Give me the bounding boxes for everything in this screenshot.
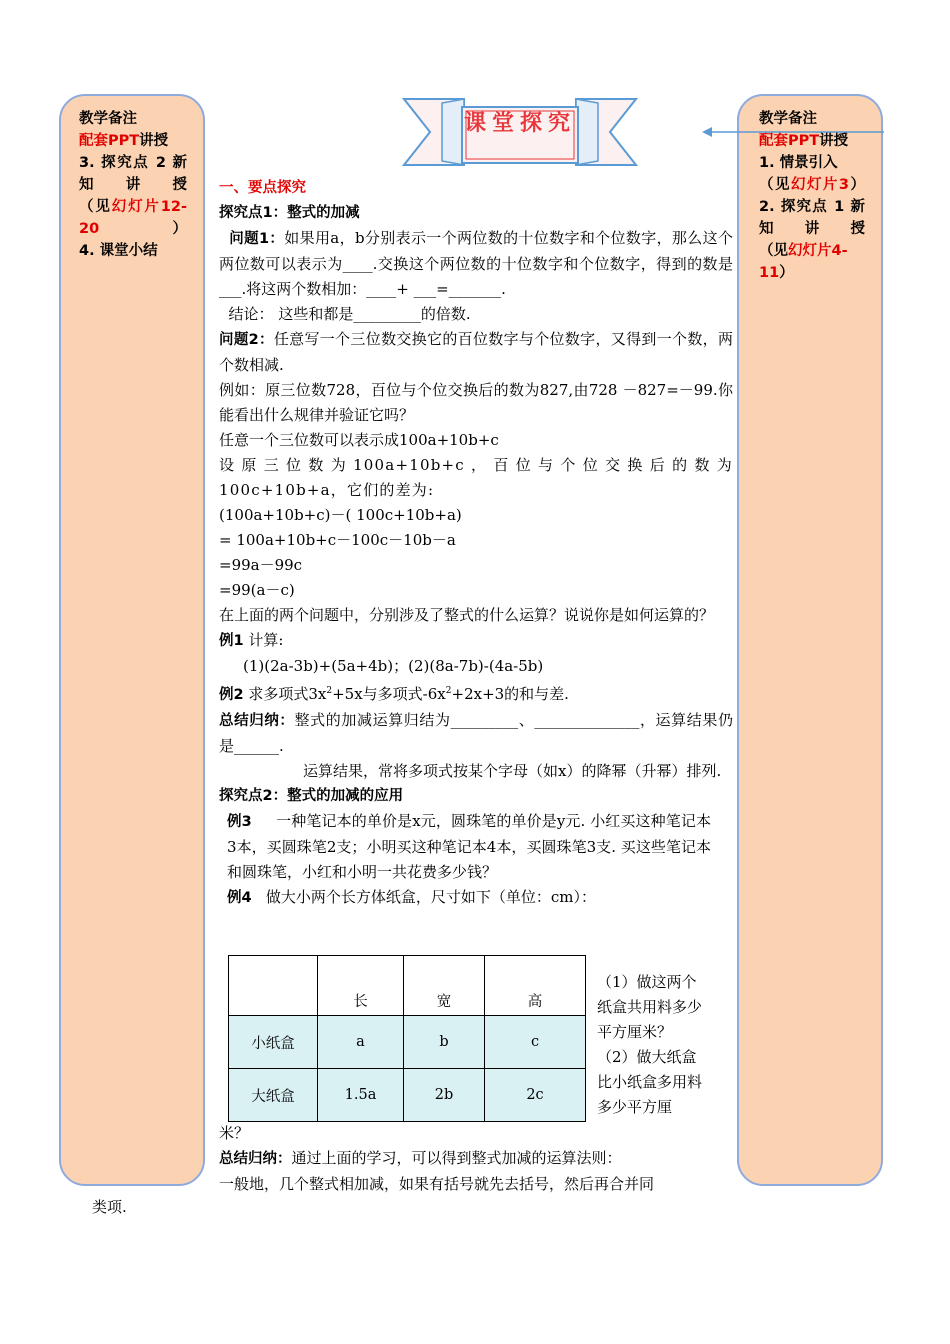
rule-text: 一般地，几个整式相加减，如果有括号就先去括号，然后再合并同 [219,1175,655,1193]
table-cell: 2b [404,1069,485,1122]
arrow-left-icon [700,124,884,140]
right-notes-title: 教学备注 [759,111,817,127]
question2: 问题2：任意写一个三位数交换它的百位数字与个位数字，又得到一个数，两个数相减. [219,330,733,374]
table-cell: 2c [485,1069,586,1122]
table-header-row [229,956,586,1016]
mi-continuation: 米？ [219,1124,250,1142]
summary1: 总结归纳：整式的加减运算归结为_________、______________，运算结果仍是______. [219,711,733,755]
right-notes-line2: 1. 情景引入 [759,155,838,171]
box-question-1: （1）做这两个纸盒共用料多少平方厘米？ [597,973,703,1041]
right-notes-line5: （见幻灯片4-11） [759,243,848,281]
table-header-cell: 长 [318,956,404,1016]
example1-items: (1)(2a-3b)+(5a+4b)；(2)(8a-7b)-(4a-5b) [243,657,544,675]
summary2: 总结归纳：通过上面的学习，可以得到整式加减的运算法则： [219,1149,622,1167]
let-three-digit: 设原三位数为100a+10b+c，百位与个位交换后的数为100c+10b+a，它们的差为: [219,456,733,499]
any-three-digit: 任意一个三位数可以表示成100a+10b+c [219,431,499,449]
example1: 例1 计算: [219,631,284,649]
section-heading: 一、要点探究 [219,180,306,196]
table-cell: 小纸盒 [229,1016,318,1069]
right-notes-panel [737,94,883,1186]
equation-1: (100a+10b+c)－( 100c+10b+a) [219,506,462,524]
right-notes-line1: 配套PPT讲授 [759,133,849,149]
left-notes-title: 教学备注 [79,111,137,127]
table-cell: 1.5a [318,1069,404,1122]
equation-3: =99a－99c [219,556,303,574]
left-notes-line2: 3. 探究点 2 新知讲授 [79,155,187,193]
table-cell: a [318,1016,404,1069]
point1-heading: 探究点1：整式的加减 [219,205,360,221]
table-cell: c [485,1016,586,1069]
example3: 例3 一种笔记本的单价是x元，圆珠笔的单价是y元. 小红买这种笔记本3本，买圆珠笔2支；小明买这种笔记本4本，买圆珠笔3支. 买这些笔记本和圆珠笔，小红和小明一共花费多少钱？ [227,812,712,881]
sort-note: 运算结果，常将多项式按某个字母（如x）的降幂（升幂）排列. [303,762,722,780]
box-question-2: （2）做大纸盒比小纸盒多用料多少平方厘 [597,1048,703,1116]
example4: 例4 做大小两个长方体纸盒，尺寸如下（单位：cm）： [227,888,597,906]
right-notes-line3: （见幻灯片3） [759,177,865,193]
question-operations: 在上面的两个问题中，分别涉及了整式的什么运算？说说你是如何运算的？ [219,606,715,624]
box-size-table [228,955,586,1122]
table-row [229,1016,586,1069]
left-notes-line4: 4. 课堂小结 [79,243,158,259]
left-notes-panel [59,94,205,1186]
example-text: 例如：原三位数728，百位与个位交换后的数为827,由728 －827=－99.你能看出什么规律并验证它吗？ [219,381,733,424]
tail-content [219,1121,733,1197]
table-header-cell: 宽 [404,956,485,1016]
equation-4: =99(a－c) [219,581,295,599]
main-content [219,176,733,911]
ppt-label: 配套PPT [79,133,140,149]
equation-2: = 100a+10b+c－100c－10b－a [219,531,456,549]
table-header-cell: 高 [485,956,586,1016]
point2-heading: 探究点2：整式的加减的应用 [219,788,404,804]
table-cell: 大纸盒 [229,1069,318,1122]
table-row [229,1069,586,1122]
example2: 例2 求多项式$3x^2+5x$与多项式$-6x^2+2x+3$的和与差. [219,685,569,703]
banner-title: 课堂探究 [464,111,577,136]
table-cell: b [404,1016,485,1069]
box-questions [597,970,711,1120]
conclusion: 结论： 这些和都是_________的倍数. [228,305,471,323]
right-notes-line4: 2. 探究点 1 新知讲授 [759,199,865,237]
rule-continuation: 类项. [92,1198,127,1216]
table-header-cell [229,956,318,1016]
left-notes-line3: （见幻灯片12-20） [79,199,187,237]
question1: 问题1：如果用a，b分别表示一个两位数的十位数字和个位数字，那么这个两位数可以表示为____.交换这个两位数的十位数字和个位数字，得到的数是___.将这两个数相加：____+ ___=_______. [219,229,733,298]
left-notes-line1: 配套PPT讲授 [79,133,169,149]
